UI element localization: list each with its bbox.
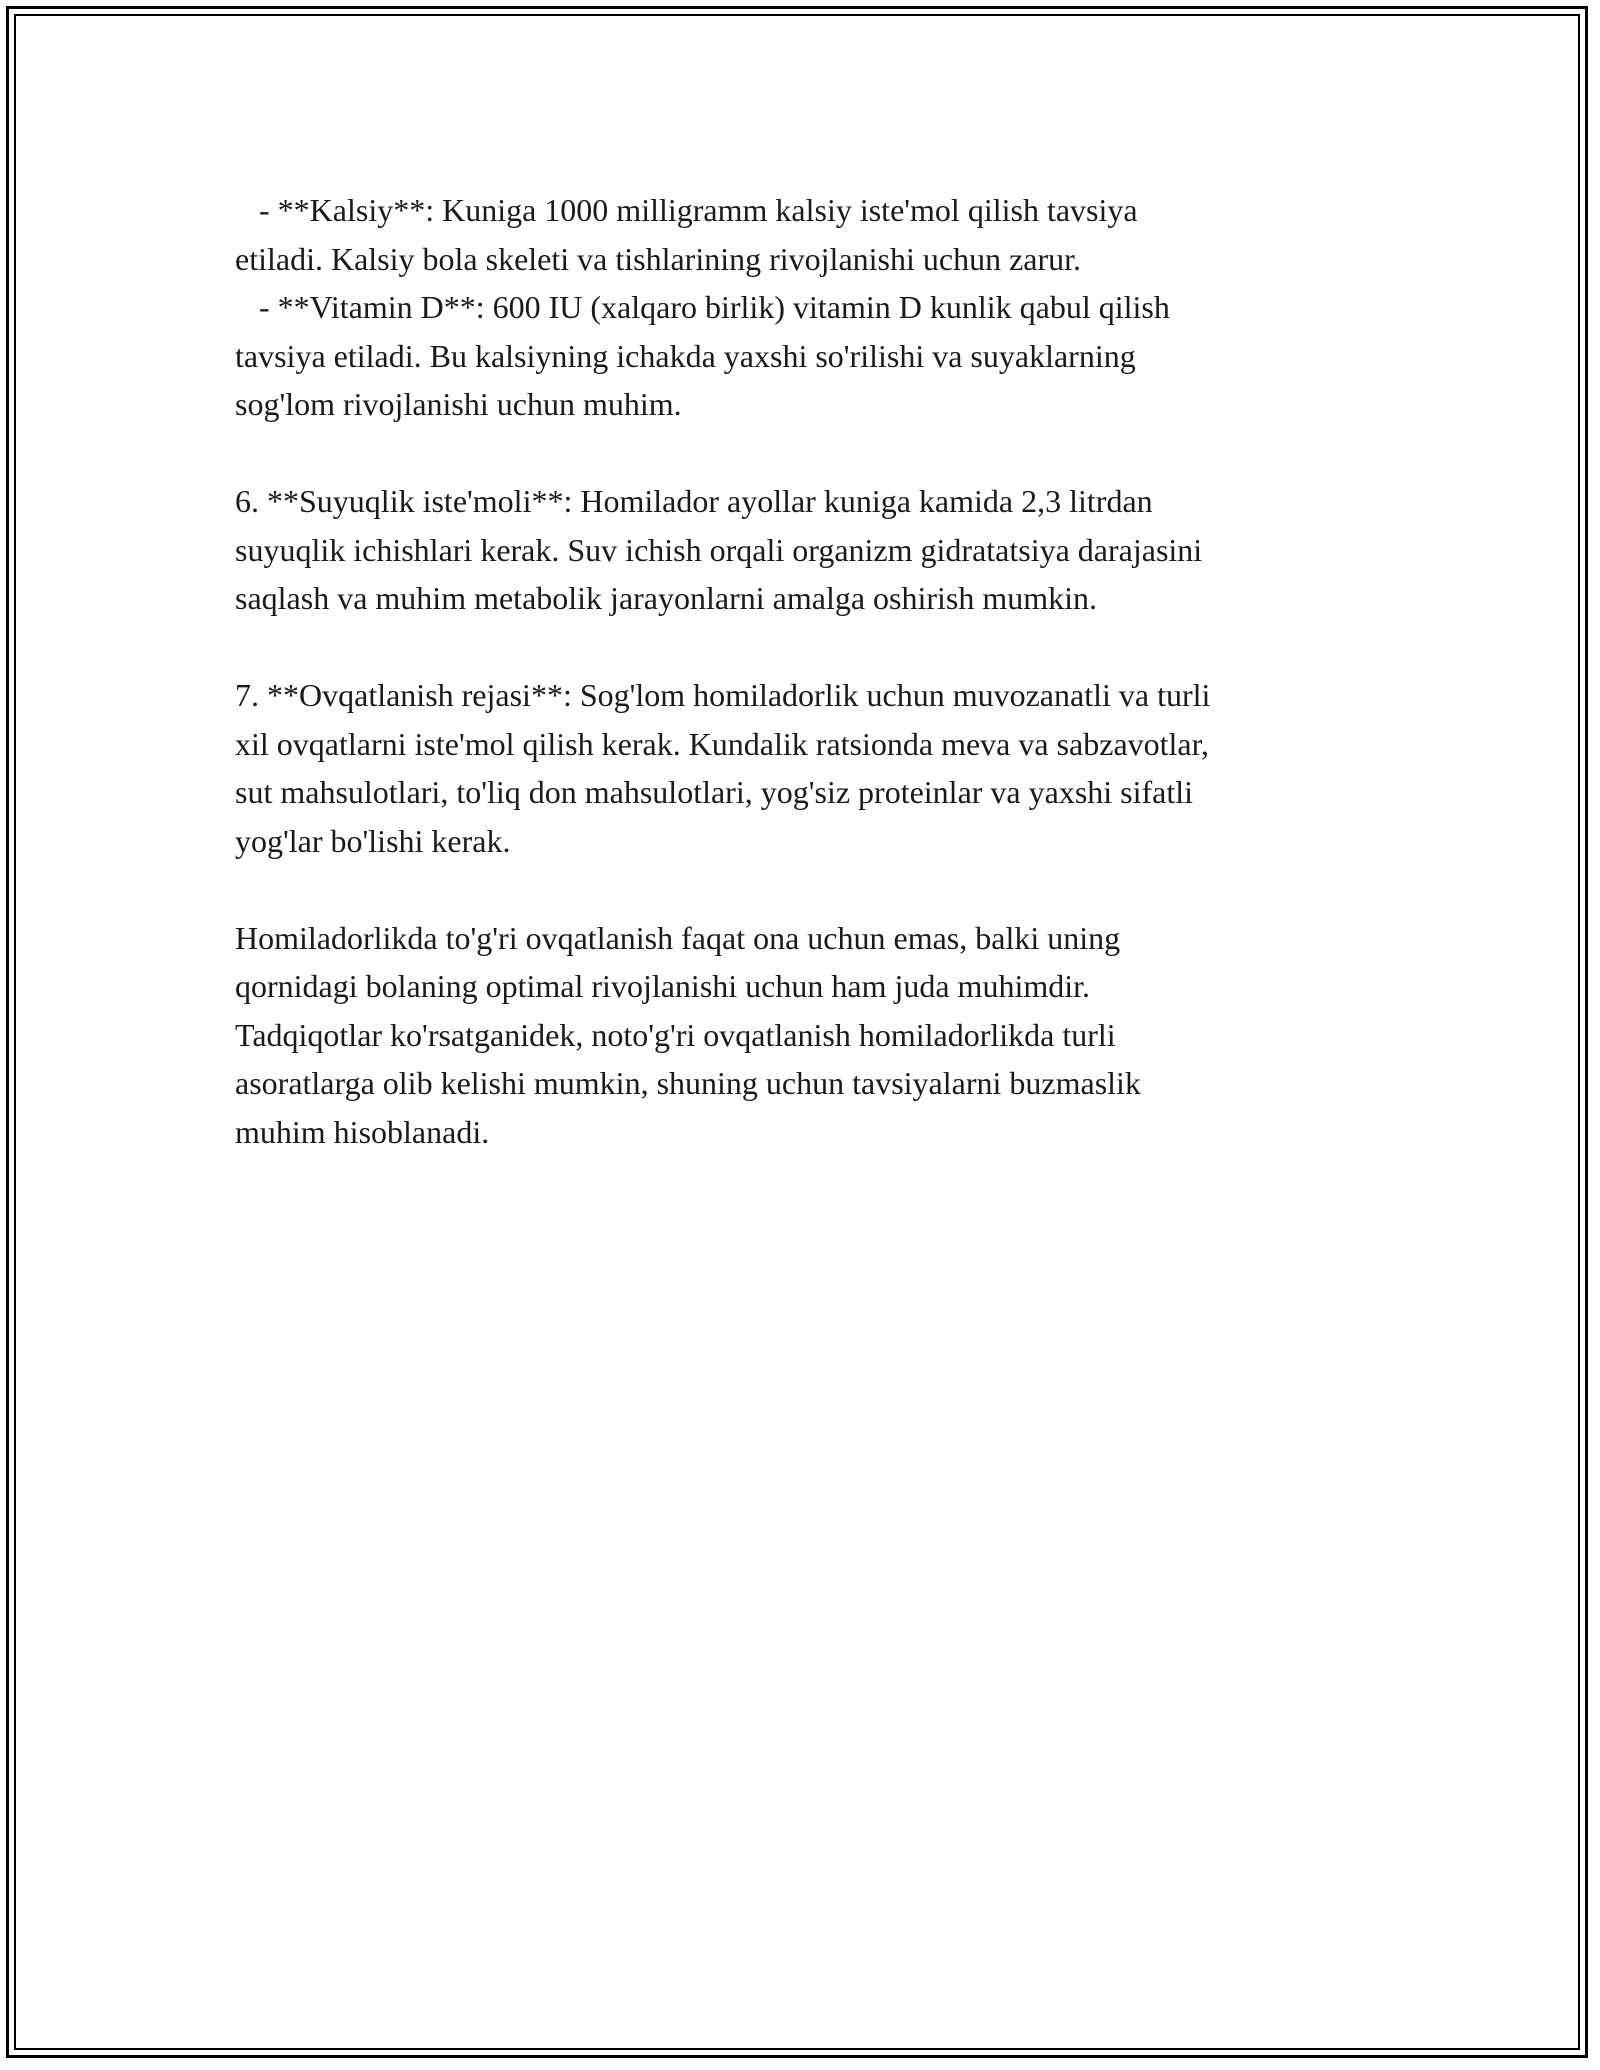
text-line: tavsiya etiladi. Bu kalsiyning ichakda yaxshi so'rilishi va suyaklarning xyxy=(235,337,1136,374)
text-line: - **Vitamin D**: 600 IU (xalqaro birlik) vitamin D kunlik qabul qilish xyxy=(235,289,1170,325)
paragraph-item-6 xyxy=(235,477,1375,623)
text-line: xil ovqatlarni iste'mol qilish kerak. Kundalik ratsionda meva va sabzavotlar, xyxy=(235,725,1209,762)
paragraph-conclusion xyxy=(235,914,1375,1157)
text-line: suyuqlik ichishlari kerak. Suv ichish orqali organizm gidratatsiya darajasini xyxy=(235,531,1203,568)
text-line: 7. **Ovqatlanish rejasi**: Sog'lom homiladorlik uchun muvozanatli va turli xyxy=(235,677,1211,713)
text-line: saqlash va muhim metabolik jarayonlarni amalga oshirish mumkin. xyxy=(235,580,1098,616)
text-line: Tadqiqotlar ko'rsatganidek, noto'g'ri ovqatlanish homiladorlikda turli xyxy=(235,1016,1116,1053)
text-line: asoratlarga olib kelishi mumkin, shuning uchun tavsiyalarni buzmaslik xyxy=(235,1065,1141,1101)
text-line: 6. **Suyuqlik iste'moli**: Homilador ayollar kuniga kamida 2,3 litrdan xyxy=(235,483,1153,519)
text-line: - **Kalsiy**: Kuniga 1000 milligramm kalsiy iste'mol qilish tavsiya xyxy=(235,192,1138,228)
document-body xyxy=(235,186,1375,1156)
text-line: yog'lar bo'lishi kerak. xyxy=(235,822,511,859)
text-line: qornidagi bolaning optimal rivojlanishi uchun ham juda muhimdir. xyxy=(235,968,1090,1004)
text-line: Homiladorlikda to'g'ri ovqatlanish faqat ona uchun emas, balki uning xyxy=(235,919,1121,956)
paragraph-item-7 xyxy=(235,671,1375,865)
text-line: etiladi. Kalsiy bola skeleti va tishlarining rivojlanishi uchun zarur. xyxy=(235,240,1082,277)
text-line: muhim hisoblanadi. xyxy=(235,1113,490,1150)
text-line: sog'lom rivojlanishi uchun muhim. xyxy=(235,386,682,422)
paragraph-calcium-vitamin-d xyxy=(235,186,1375,429)
text-line: sut mahsulotlari, to'liq don mahsulotlari, yog'siz proteinlar va yaxshi sifatli xyxy=(235,774,1194,810)
